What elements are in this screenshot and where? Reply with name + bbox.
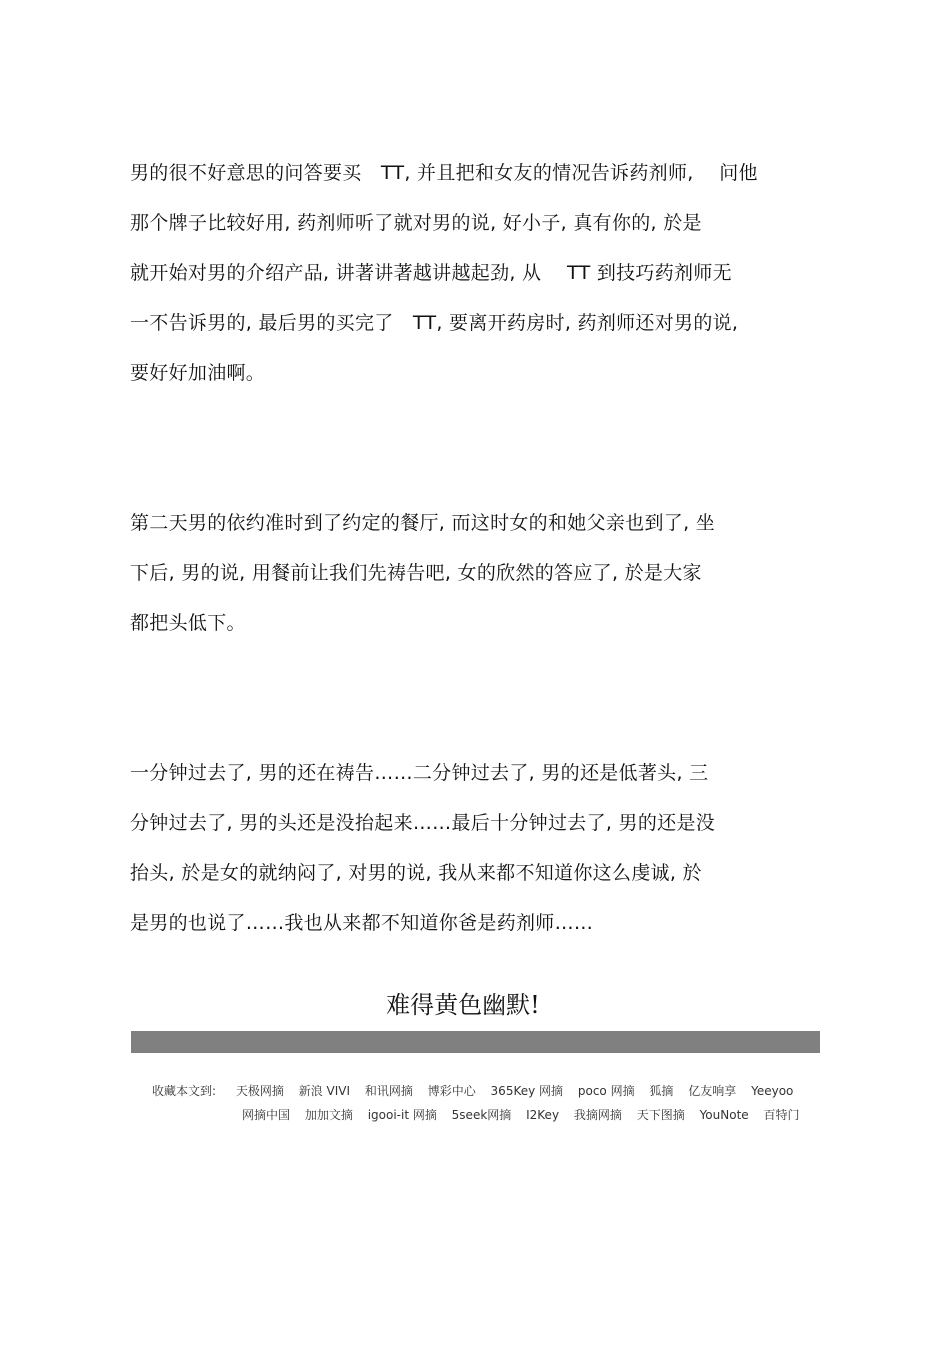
paragraph-line: 一不告诉男的, 最后男的买完了 TT, 要离开药房时, 药剂师还对男的说, [130, 312, 739, 334]
bookmark-link-tianji[interactable]: 天极网摘 [235, 1084, 284, 1098]
paragraph-1 [130, 148, 830, 398]
bookmark-link-wangzhai-china[interactable]: 网摘中国 [242, 1108, 291, 1122]
paragraph-line: 要好好加油啊。 [130, 362, 266, 384]
paragraph-line: 男的很不好意思的问答要买 TT, 并且把和女友的情况告诉药剂师, 问他 [130, 162, 758, 184]
bookmark-link-365key[interactable]: 365Key 网摘 [490, 1084, 564, 1098]
paragraph-line: 第二天男的依约准时到了约定的餐厅, 而这时女的和她父亲也到了, 坐 [130, 512, 716, 534]
paragraph-3 [130, 748, 830, 948]
bookmark-link-hexun[interactable]: 和讯网摘 [364, 1084, 413, 1098]
bookmark-row-1 [152, 1079, 812, 1103]
paragraph-line: 一分钟过去了, 男的还在祷告……二分钟过去了, 男的还是低著头, 三 [130, 762, 709, 784]
bookmark-link-baitemen[interactable]: 百特门 [763, 1108, 800, 1122]
paragraph-line: 是男的也说了……我也从来都不知道你爸是药剂师…… [130, 912, 594, 934]
bookmark-link-younote[interactable]: YouNote [699, 1108, 749, 1122]
paragraph-line: 分钟过去了, 男的头还是没抬起来……最后十分钟过去了, 男的还是没 [130, 812, 716, 834]
bookmark-link-tianxia[interactable]: 天下图摘 [636, 1108, 685, 1122]
bookmark-bar [152, 1079, 812, 1127]
bookmark-link-5seek[interactable]: 5seek网摘 [451, 1108, 512, 1122]
bookmark-link-yiyou[interactable]: 亿友响享 [688, 1084, 737, 1098]
bookmark-row-2 [152, 1103, 812, 1127]
paragraph-line: 下后, 男的说, 用餐前让我们先祷告吧, 女的欣然的答应了, 於是大家 [130, 562, 702, 584]
bookmark-link-bocai[interactable]: 博彩中心 [427, 1084, 476, 1098]
divider-bar [131, 1031, 820, 1053]
bookmark-link-sina-vivi[interactable]: 新浪 VIVI [298, 1084, 351, 1098]
paragraph-line: 就开始对男的介绍产品, 讲著讲著越讲越起劲, 从 TT 到技巧药剂师无 [130, 262, 732, 284]
bookmark-link-jiajia[interactable]: 加加文摘 [304, 1108, 353, 1122]
paragraph-line: 抬头, 於是女的就纳闷了, 对男的说, 我从来都不知道你这么虔诚, 於 [130, 862, 702, 884]
bookmark-link-huzhai[interactable]: 狐摘 [649, 1084, 674, 1098]
bookmark-label: 收藏本文到: [152, 1084, 217, 1098]
paragraph-line: 那个牌子比较好用, 药剂师听了就对男的说, 好小子, 真有你的, 於是 [130, 212, 702, 234]
tagline: 难得黄色幽默! [386, 991, 540, 1019]
bookmark-link-wozhai[interactable]: 我摘网摘 [573, 1108, 622, 1122]
bookmark-link-yeeyoo[interactable]: Yeeyoo [751, 1084, 794, 1098]
bookmark-link-poco[interactable]: poco 网摘 [577, 1084, 635, 1098]
bookmark-link-i2key[interactable]: I2Key [526, 1108, 560, 1122]
bookmark-link-igooi[interactable]: igooi-it 网摘 [367, 1108, 437, 1122]
paragraph-2 [130, 498, 830, 648]
paragraph-line: 都把头低下。 [130, 612, 246, 634]
